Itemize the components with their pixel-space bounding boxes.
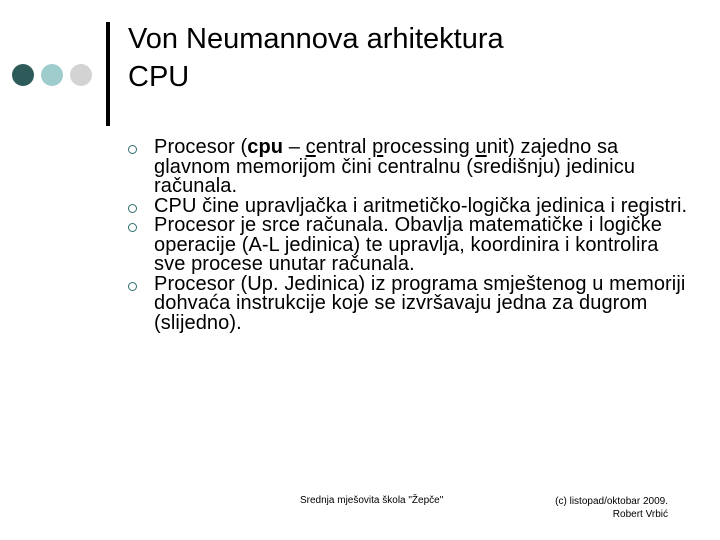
footer-school: Srednja mješovita škola "Žepče" <box>300 495 444 506</box>
bullet-text-segment: c <box>305 136 316 158</box>
bullet-text-segment: – <box>283 136 306 158</box>
bullet-circle-icon <box>128 223 137 232</box>
bullet-circle-icon <box>128 145 137 154</box>
bullet-text-segment: Procesor je srce računala. Obavlja matematičke i logičke operacije (A-L jedinica) te upravlja, koordinira i kontrolira sve procese unutar računala. <box>154 214 663 275</box>
bullet-text <box>154 216 688 275</box>
bullet-text-segment: rocessing <box>383 136 476 158</box>
bullet-text-segment: cpu <box>247 136 284 158</box>
bullet-text-segment: p <box>372 136 384 158</box>
title-divider <box>106 22 110 126</box>
title-line-2: CPU <box>128 61 190 93</box>
bullet-text-segment: Procesor (Up. Jedinica) iz programa smještenog u memoriji dohvaća instrukcije koje se izvršavaju jedna za dugrom (slijedno). <box>154 272 686 334</box>
gray-dot <box>70 64 92 86</box>
footer-credits <box>555 495 668 521</box>
bullet-text-segment: entral <box>315 136 373 158</box>
bullet-text-segment: u <box>475 136 487 158</box>
bullet-item <box>128 138 688 197</box>
bullet-text <box>154 272 688 334</box>
footer-date: (c) listopad/oktobar 2009. <box>555 496 668 507</box>
bullet-text <box>154 138 688 197</box>
dark-teal-dot <box>12 64 34 86</box>
decorative-dots <box>12 64 92 86</box>
footer-author: Robert Vrbić <box>612 509 668 520</box>
light-teal-dot <box>41 64 63 86</box>
bullet-text-segment: CPU čine upravljačka i aritmetičko-logička jedinica i registri. <box>154 194 688 217</box>
bullet-text-segment: nit) zajedno sa glavnom memorijom čini centralnu (središnju) jedinicu računala. <box>154 136 636 197</box>
bullet-item <box>128 272 688 334</box>
bullet-circle-icon <box>128 282 137 291</box>
bullet-text-segment: Procesor ( <box>154 136 248 158</box>
title-line-1: Von Neumannova arhitektura <box>128 23 504 55</box>
bullet-list <box>128 138 688 333</box>
bullet-circle-icon <box>128 204 137 213</box>
slide-title <box>128 20 504 96</box>
bullet-item <box>128 216 688 275</box>
